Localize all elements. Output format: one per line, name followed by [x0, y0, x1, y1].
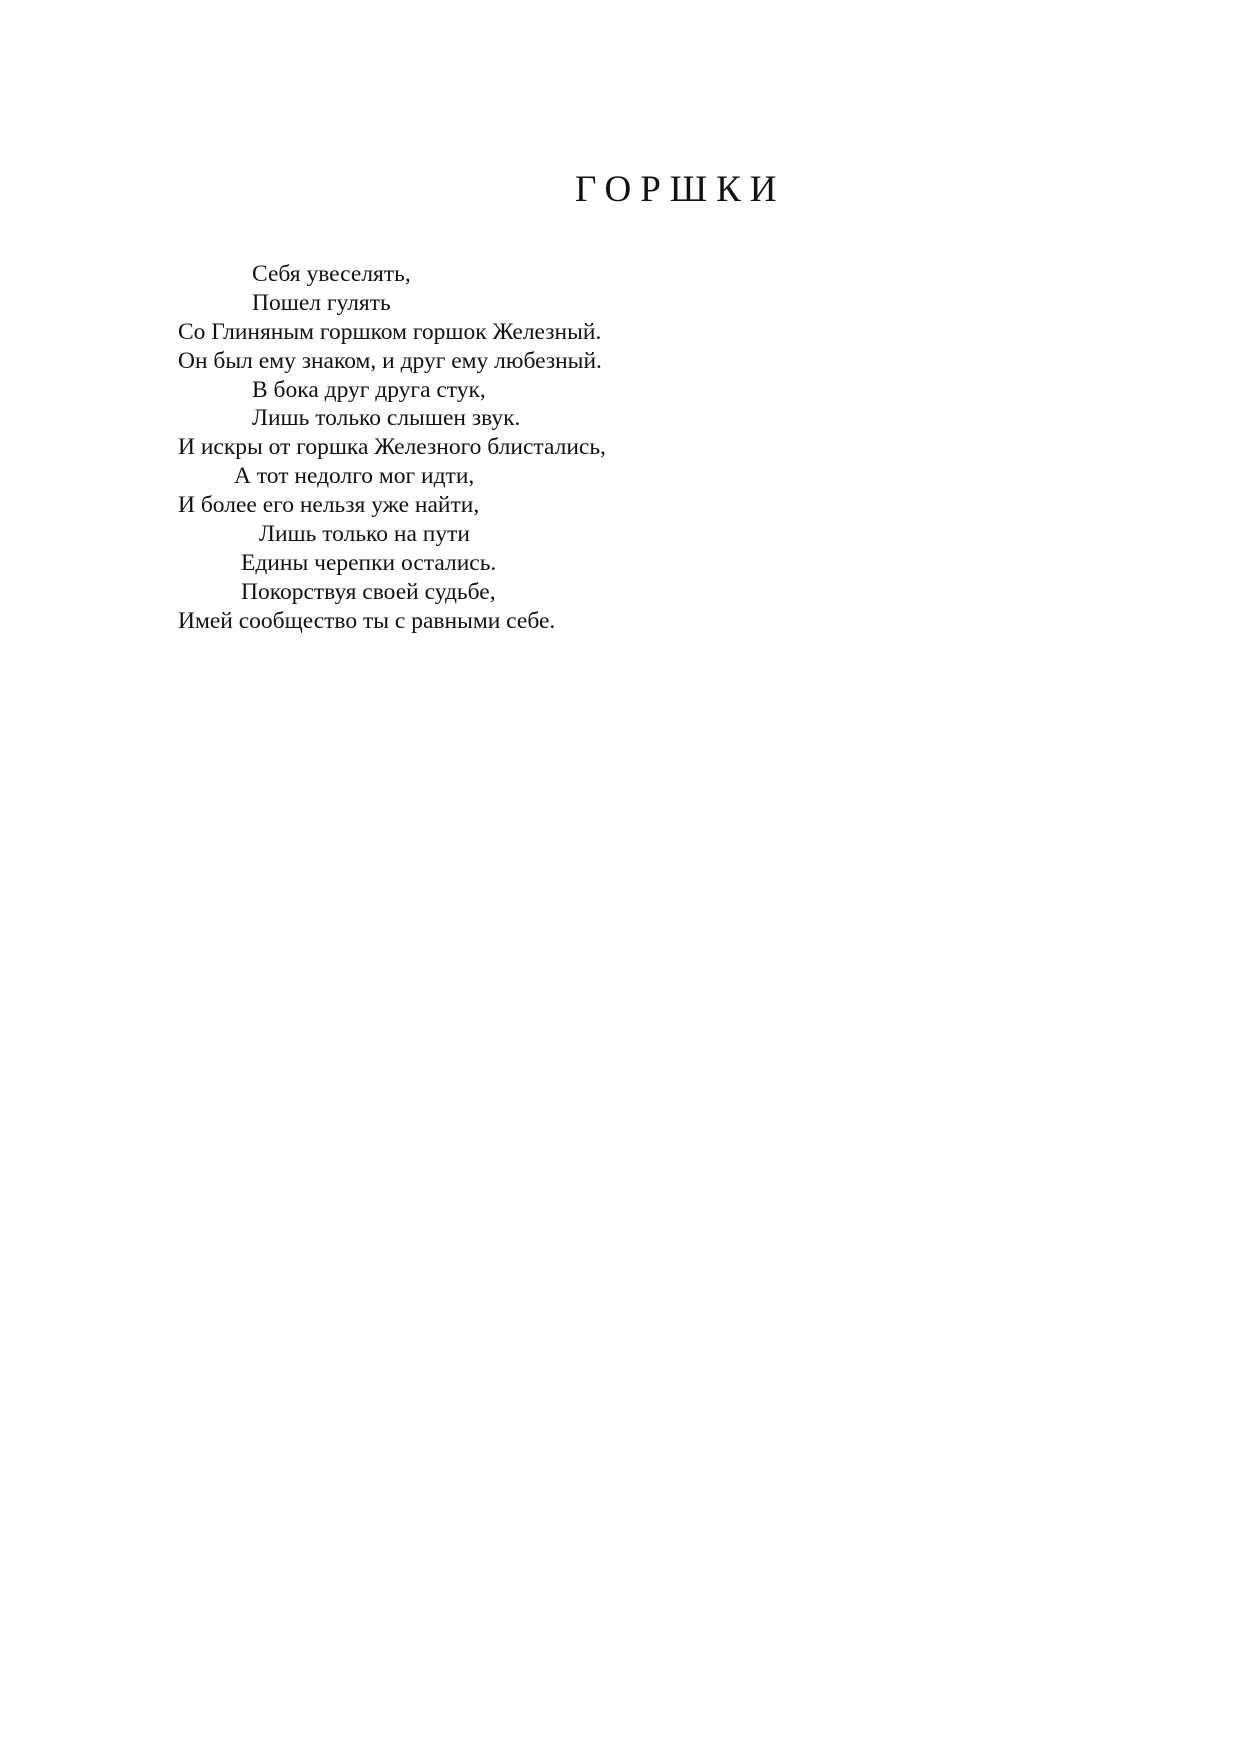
- poem-line: И более его нельзя уже найти,: [178, 492, 480, 519]
- poem-title: ГОРШКИ: [575, 169, 786, 210]
- poem-line: Пошел гулять: [252, 289, 391, 316]
- poem-line: И искры от горшка Железного блистались,: [178, 434, 606, 461]
- poem-line: В бока друг друга стук,: [252, 376, 486, 403]
- poem-line: Имей сообщество ты с равными себе.: [178, 607, 556, 634]
- poem-line: Лишь только на пути: [259, 521, 470, 548]
- poem-body: [178, 260, 606, 636]
- poem-line: Лишь только слышен звук.: [252, 405, 521, 432]
- poem-line: Едины черепки остались.: [241, 549, 497, 576]
- poem-line: Себя увеселять,: [252, 261, 411, 287]
- poem-line: Со Глиняным горшком горшок Железный.: [178, 318, 602, 345]
- poem-line: А тот недолго мог идти,: [234, 463, 475, 490]
- poem-line: Он был ему знаком, и друг ему любезный.: [178, 347, 602, 374]
- poem-line: Покорствуя своей судьбе,: [241, 578, 496, 605]
